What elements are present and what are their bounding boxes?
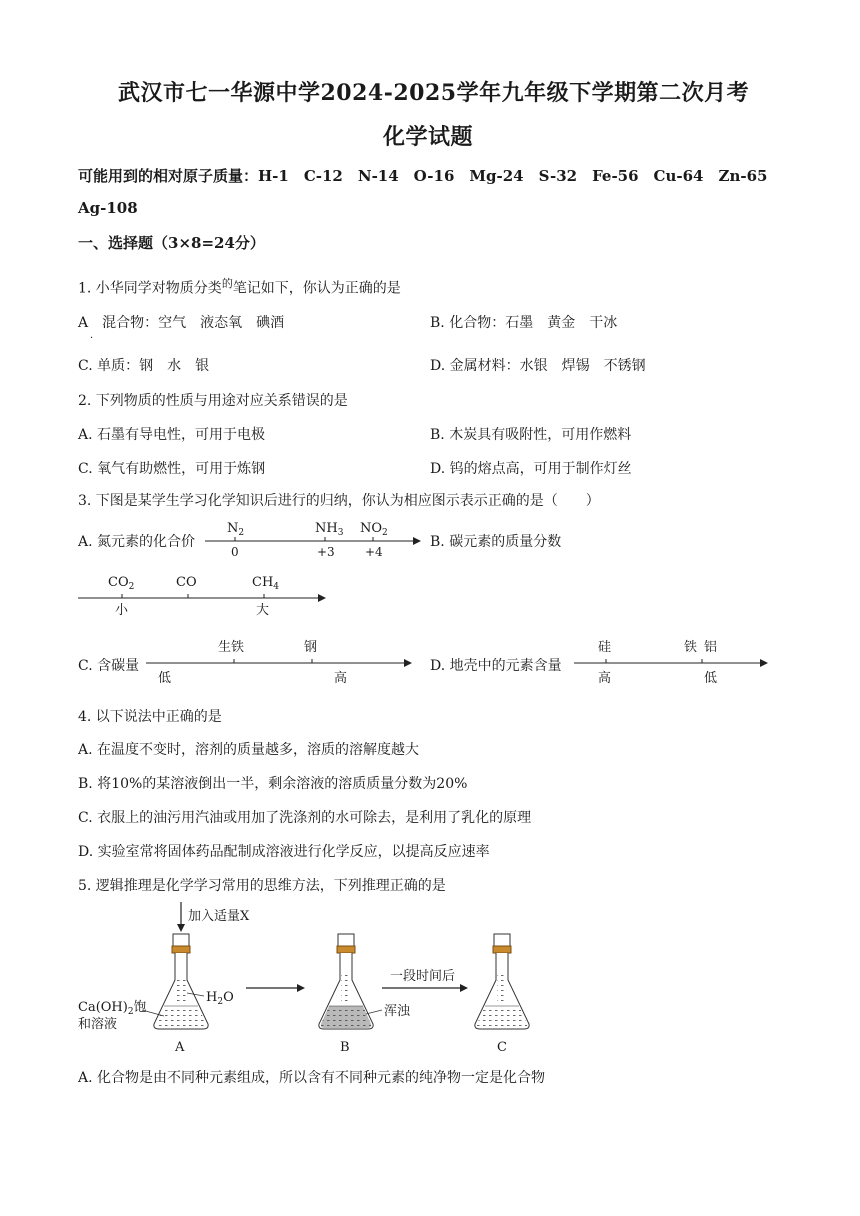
q5-stem: 5. 逻辑推理是化学学习常用的思维方法，下列推理正确的是: [78, 878, 446, 894]
q1-option-a: A 混合物：空气 液态氧 碘酒: [78, 315, 285, 331]
q3b-co2-sub: 2: [128, 582, 135, 592]
flask-a: [78, 934, 234, 1055]
flask-c-label: C: [497, 1040, 507, 1055]
q1-stem-text: 1. 小华同学对物质分类: [78, 280, 222, 297]
q4-option-c: C. 衣服上的油污用汽油或用加了洗涤剂的水可除去，是利用了乳化的原理: [78, 810, 532, 826]
q3d-si: 硅: [598, 640, 612, 655]
q5-option-a: A. 化合物是由不同种元素组成，所以含有不同种元素的纯净物一定是化合物: [78, 1070, 546, 1086]
q3a-n2-val: 0: [231, 545, 239, 559]
q2-option-d: D. 钨的熔点高，可用于制作灯丝: [430, 461, 632, 477]
q4-option-d: D. 实验室常将固体药品配制成溶液进行化学反应，以提高反应速率: [78, 844, 490, 860]
q1-stem-end: 笔记如下，你认为正确的是: [232, 280, 401, 297]
q3-option-d-axis: [574, 636, 774, 688]
q1-option-a-dot: ·: [90, 333, 94, 344]
q3-option-c-axis: [146, 636, 416, 688]
flask-b: [319, 934, 411, 1055]
q1-option-b: B. 化合物：石墨 黄金 干冰: [430, 315, 618, 331]
page-subtitle: 化学试题: [383, 124, 474, 150]
q3b-co2: $CO_2$: [108, 575, 135, 592]
q3b-ch4-sub: 4: [273, 582, 280, 592]
q3b-co: CO: [176, 575, 197, 590]
q3a-nh3-sub: 3: [337, 528, 344, 538]
q3-option-d-label: D. 地壳中的元素含量: [430, 658, 562, 674]
turbid-label: 浑浊: [384, 1004, 411, 1019]
atomic-mass-line-2: Ag-108: [78, 199, 138, 217]
q4-option-b: B. 将10%的某溶液倒出一半，剩余溶液的溶质质量分数为20%: [78, 776, 468, 792]
q3a-n2: $N_2$: [227, 521, 245, 538]
q3-option-c-label: C. 含碳量: [78, 658, 140, 674]
atomic-mass-line-1: 可能用到的相对原子质量：H-1 C-12 N-14 O-16 Mg-24 S-32 Fe-56 Cu-64 Zn-65: [78, 167, 768, 185]
q3a-no2: $NO_2$: [360, 521, 388, 538]
water-label: $H_2O$: [206, 990, 234, 1007]
q3d-fe: 铁: [684, 640, 698, 655]
q4-stem: 4. 以下说法中正确的是: [78, 709, 222, 725]
q3c-low: 低: [158, 671, 172, 686]
q5-experiment-figure: [74, 898, 534, 1060]
q3a-no2-sub: 2: [382, 528, 388, 538]
q3a-nh3-val: +3: [317, 545, 335, 559]
q1-stem-sup: 的: [221, 277, 233, 290]
page-title: 武汉市七一华源中学2024-2025学年九年级下学期第二次月考: [118, 80, 750, 106]
q3b-ch4: $CH_4$: [252, 575, 280, 592]
q3d-al: 铝: [704, 640, 718, 655]
q2-option-a: A. 石墨有导电性，可用于电极: [78, 427, 266, 443]
q2-option-c: C. 氧气有助燃性，可用于炼钢: [78, 461, 266, 477]
solution-label-1: $Ca(OH)_2$饱: [78, 1000, 147, 1017]
q2-stem: 2. 下列物质的性质与用途对应关系错误的是: [78, 393, 348, 409]
q1-stem: [78, 275, 401, 298]
q3-option-a-axis: [205, 515, 425, 563]
q3a-no2-val: +4: [365, 545, 383, 559]
q3-option-b-axis: [78, 568, 334, 620]
time-label: 一段时间后: [390, 969, 456, 984]
q1-option-d: D. 金属材料：水银 焊锡 不锈钢: [430, 358, 646, 374]
q3c-high: 高: [334, 671, 348, 686]
add-x-label: 加入适量X: [188, 909, 250, 924]
flask-c: [475, 934, 529, 1055]
q1-option-c: C. 单质：钢 水 银: [78, 358, 210, 374]
q4-option-a: A. 在温度不变时，溶剂的质量越多，溶质的溶解度越大: [78, 742, 420, 758]
q3a-nh3: $NH_3$: [315, 521, 344, 538]
q3-option-a-label: A. 氮元素的化合价: [78, 534, 196, 550]
solution-label-2: 和溶液: [78, 1017, 118, 1032]
section-heading: 一、选择题（3×8=24分）: [78, 234, 265, 252]
q3b-co2-val: 小: [115, 603, 129, 618]
q3b-ch4-val: 大: [256, 603, 270, 618]
flask-a-label: A: [175, 1040, 185, 1055]
water-label-sub: 2: [217, 997, 224, 1007]
q3-stem: 3. 下图是某学生学习化学知识后进行的归纳，你认为相应图示表示正确的是（ ）: [78, 493, 600, 509]
solution-label-sub: 2: [127, 1007, 134, 1017]
q3d-low: 低: [704, 671, 718, 686]
flask-b-label: B: [340, 1040, 350, 1055]
q3c-pig-iron: 生铁: [218, 640, 245, 655]
q3d-high: 高: [598, 671, 612, 686]
q2-option-b: B. 木炭具有吸附性，可用作燃料: [430, 427, 632, 443]
q3a-n2-sub: 2: [238, 528, 245, 538]
q3-option-b-label: B. 碳元素的质量分数: [430, 534, 562, 550]
q3c-steel: 钢: [304, 640, 318, 655]
